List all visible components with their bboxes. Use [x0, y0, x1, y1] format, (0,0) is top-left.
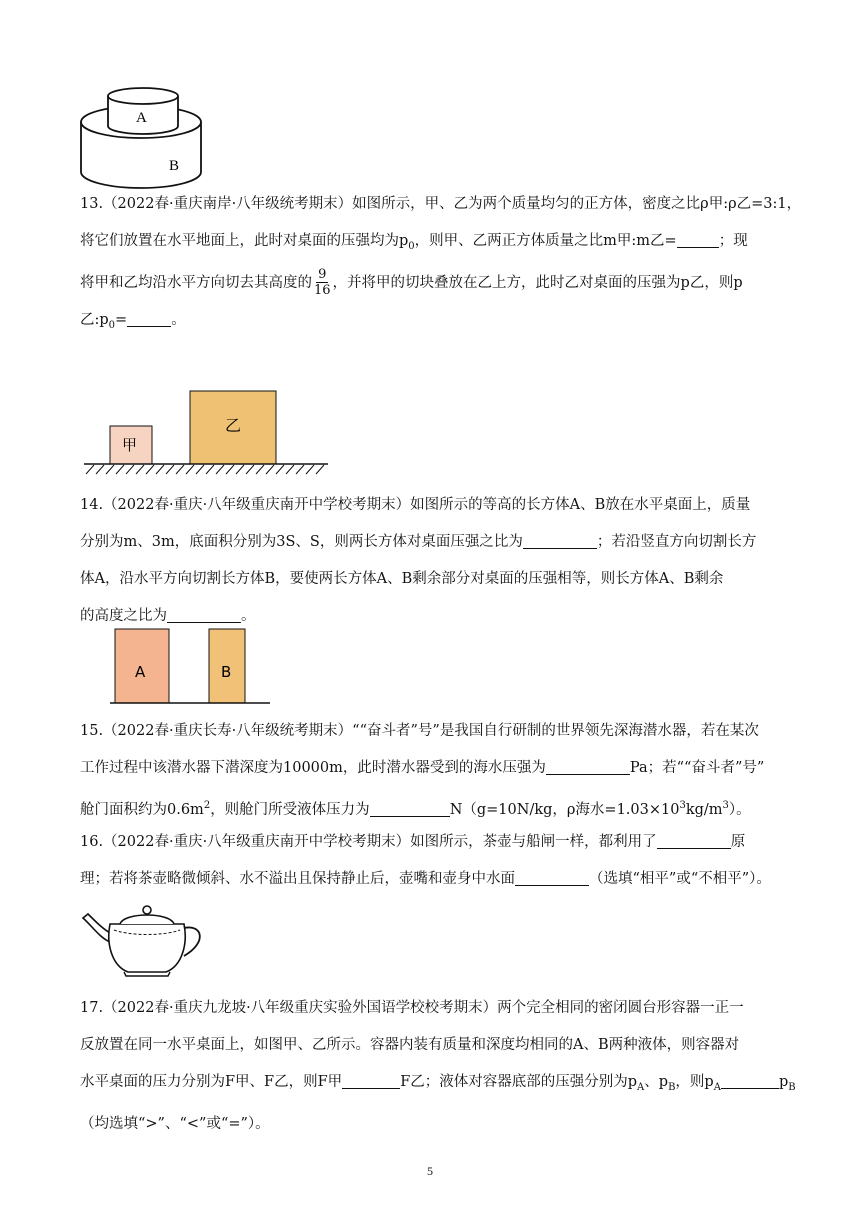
- q14-blank-height-ratio[interactable]: [167, 606, 241, 623]
- q14-blank-pressure-ratio[interactable]: [523, 532, 597, 549]
- fraction-9-16: $\frac{9}{16}$: [314, 267, 331, 299]
- q15-line2: 工作过程中该潜水器下潜深度为10000m，此时潜水器受到的海水压强为 Pa；若““奋斗者”号”: [80, 760, 765, 776]
- q14-line1: 14.（2022春·重庆·八年级重庆南开中学校考期末）如图所示的等高的长方体A、B放在水平桌面上，质量: [80, 497, 751, 513]
- cylinder-b-label: B: [169, 158, 180, 174]
- cubes-figure: [84, 388, 330, 476]
- q15-line3: 舱门面积约为$0.6m^2$，则舱门所受液体压力为 N（g=10N/kg，ρ海水$=1.03\times 10^3kg/m^3$）。: [80, 800, 751, 818]
- q15-line1: 15.（2022春·重庆长寿·八年级统考期末）““奋斗者”号”是我国自行研制的世界领先深海潜水器，若在某次: [80, 723, 759, 739]
- q17-line2: 反放置在同一水平桌面上，如图甲、乙所示。容器内装有质量和深度均相同的A、B两种液体，则容器对: [80, 1037, 740, 1053]
- cylinder-a-label: A: [136, 110, 147, 126]
- q13-line4: 乙$:p_0=$ 。: [80, 311, 186, 331]
- q16-line1: 16.（2022春·重庆·八年级重庆南开中学校考期末）如图所示，茶壶与船闸一样，都利用了 原: [80, 834, 746, 850]
- q17-line1: 17.（2022春·重庆九龙坡·八年级重庆实验外国语学校校考期末）两个完全相同的密闭圆台形容器一正一: [80, 1000, 744, 1016]
- question-16: [80, 824, 780, 898]
- q16-line2: 理；若将茶壶略微倾斜、水不溢出且保持静止后，壶嘴和壶身中水面 （选填“相平”或“不相平”）。: [80, 871, 771, 887]
- q15-blank-force[interactable]: [370, 800, 450, 817]
- q13-line1: 13.（2022春·重庆南岸·八年级统考期末）如图所示，甲、乙为两个质量均匀的正方体，密度之比ρ甲:ρ乙=3:1，: [80, 196, 802, 212]
- question-17: [80, 990, 796, 1143]
- q14-line3: 体A，沿水平方向切割长方体B，要使两长方体A、B剩余部分对桌面的压强相等，则长方体A、B剩余: [80, 571, 724, 587]
- blocks-figure: [110, 625, 272, 705]
- q14-line2: 分别为m、3m，底面积分别为3S、S，则两长方体对桌面压强之比为 ；若沿竖直方向切割长方: [80, 534, 757, 550]
- question-13: [80, 186, 802, 344]
- q17-line3: 水平桌面的压力分别为F甲、F乙，则F甲 F乙；液体对容器底部的压强分别为$p_A$、$p_B$，则$p_A$ $p_B$: [80, 1074, 796, 1093]
- q13-line3: 将甲和乙均沿水平方向切去其高度的 $\frac{9}{16}$ ，并将甲的切块叠放在乙上方，此时乙对桌面的压强为p乙，则p: [80, 267, 743, 299]
- block-b-label: B: [221, 663, 232, 681]
- teapot-figure: [80, 898, 210, 978]
- page-number: 5: [427, 1164, 433, 1178]
- q15-blank-pressure[interactable]: [546, 758, 630, 775]
- q16-blank-level[interactable]: [515, 869, 589, 886]
- q13-line2: 将它们放置在水平地面上，此时对桌面的压强均为$p_0$，则甲、乙两正方体质量之比m甲:m乙= ；现: [80, 233, 748, 252]
- q13-blank-pressure-ratio[interactable]: [127, 310, 171, 327]
- cube-yi-label: 乙: [225, 416, 242, 435]
- q13-blank-mass-ratio[interactable]: [677, 231, 719, 248]
- stacked-cylinders-figure: [78, 82, 208, 192]
- q14-line4: 的高度之比为 。: [80, 608, 256, 624]
- question-15: [80, 713, 780, 829]
- q17-blank-force-compare[interactable]: [342, 1072, 400, 1089]
- question-14: [80, 487, 780, 635]
- q17-line4: （均选填“>”、“<”或“=”）。: [80, 1115, 270, 1132]
- cube-jia-label: 甲: [122, 436, 138, 454]
- block-a-label: A: [135, 663, 146, 681]
- q16-blank-principle[interactable]: [657, 832, 731, 849]
- q17-blank-pressure-compare[interactable]: [721, 1072, 779, 1089]
